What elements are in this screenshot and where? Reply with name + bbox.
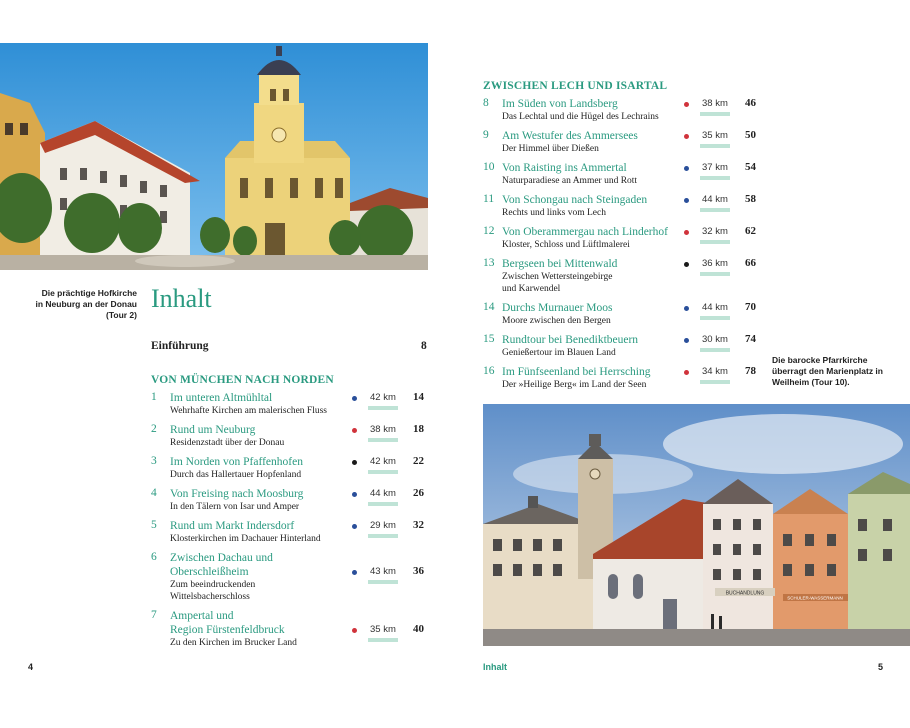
distance-bar [368, 534, 398, 538]
tour-title: Im Norden von Pfaffenhofen [170, 456, 303, 468]
tour-entry [151, 391, 426, 417]
tour-page: 78 [745, 365, 756, 377]
tour-page: 26 [413, 487, 424, 499]
difficulty-dot-icon [684, 230, 689, 235]
tour-entry [483, 161, 758, 187]
tour-distance: 29 km [370, 520, 396, 531]
distance-bar [368, 580, 398, 584]
difficulty-dot-icon [684, 306, 689, 311]
difficulty-dot-icon [684, 338, 689, 343]
tour-subtitle: Kloster, Schloss und Lüftlmalerei [502, 240, 630, 250]
caption-line: Die prächtige Hofkirche [41, 288, 137, 298]
tour-subtitle: Naturparadiese an Ammer und Rott [502, 176, 638, 186]
tour-number: 15 [483, 333, 495, 345]
difficulty-dot-icon [352, 570, 357, 575]
tour-entry [483, 129, 758, 155]
tour-page: 46 [745, 97, 756, 109]
tour-title: Zwischen Dachau und [170, 552, 273, 564]
tour-subtitle: Zum beeindruckenden [170, 580, 256, 590]
tour-subtitle: Rechts und links vom Lech [502, 208, 606, 218]
tour-title: Von Raisting ins Ammertal [502, 162, 627, 174]
tour-entry [483, 301, 758, 327]
intro-label: Einführung [151, 340, 209, 352]
tour-title: Oberschleißheim [170, 566, 249, 578]
tour-page: 18 [413, 423, 424, 435]
difficulty-dot-icon [684, 166, 689, 171]
tour-subtitle: Residenzstadt über der Donau [170, 438, 285, 448]
difficulty-dot-icon [352, 524, 357, 529]
tour-number: 13 [483, 257, 495, 269]
tour-subtitle: Moore zwischen den Bergen [502, 316, 611, 326]
tour-subtitle: Wittelsbacherschloss [170, 592, 250, 602]
distance-bar [368, 502, 398, 506]
tour-entry [483, 193, 758, 219]
distance-bar [700, 208, 730, 212]
tour-number: 6 [151, 551, 157, 563]
tour-entry [151, 423, 426, 449]
distance-bar [700, 144, 730, 148]
tour-subtitle: In den Tälern von Isar und Amper [170, 502, 300, 512]
tour-number: 14 [483, 301, 495, 313]
shop-sign-2: SCHULER-WASSERMANN [787, 595, 843, 601]
tour-title: Rund um Neuburg [170, 424, 256, 436]
tour-title: Von Schongau nach Steingaden [502, 194, 648, 206]
tour-distance: 44 km [702, 194, 728, 205]
tour-subtitle: Das Lechtal und die Hügel des Lechrains [502, 112, 659, 122]
difficulty-dot-icon [352, 428, 357, 433]
left-page-number: 4 [28, 662, 34, 672]
tour-subtitle: Klosterkirchen im Dachauer Hinterland [170, 534, 321, 544]
tour-entry [483, 225, 758, 251]
tour-number: 10 [483, 161, 495, 173]
tour-page: 62 [745, 225, 756, 237]
section-heading: VON MÜNCHEN NACH NORDEN [151, 374, 334, 386]
tour-distance: 43 km [370, 566, 396, 577]
tour-distance: 30 km [702, 334, 728, 345]
difficulty-dot-icon [684, 198, 689, 203]
tour-number: 1 [151, 391, 157, 403]
tour-title: Ampertal und [170, 610, 234, 622]
tour-number: 8 [483, 97, 489, 109]
tour-title: Durchs Murnauer Moos [502, 302, 613, 314]
photo-weilheim-illustration [483, 404, 910, 646]
distance-bar [368, 470, 398, 474]
tour-distance: 32 km [702, 226, 728, 237]
distance-bar [700, 176, 730, 180]
tour-number: 3 [151, 455, 157, 467]
distance-bar [700, 316, 730, 320]
tour-subtitle: Wehrhafte Kirchen am malerischen Fluss [170, 406, 327, 416]
tour-subtitle: Der »Heilige Berg« im Land der Seen [502, 380, 647, 390]
tour-distance: 42 km [370, 392, 396, 403]
tour-subtitle: Genießertour im Blauen Land [502, 348, 616, 358]
tour-entry [151, 519, 426, 545]
tour-distance: 35 km [702, 130, 728, 141]
caption-line: (Tour 2) [105, 310, 137, 320]
tour-page: 54 [745, 161, 756, 173]
tour-distance: 38 km [370, 424, 396, 435]
tour-title: Rundtour bei Benediktbeuern [502, 334, 639, 346]
distance-bar [700, 112, 730, 116]
caption-line: in Neuburg an der Donau [35, 299, 137, 309]
photo-hofkirche-neuburg [0, 43, 428, 270]
photo-weilheim-marienplatz [483, 404, 910, 646]
difficulty-dot-icon [684, 262, 689, 267]
tour-title: Region Fürstenfeldbruck [170, 624, 285, 636]
caption-line: Die barocke Pfarrkirche [772, 355, 868, 365]
tour-number: 2 [151, 423, 157, 435]
tour-title: Im unteren Altmühltal [170, 392, 273, 404]
tour-title: Von Freising nach Moosburg [170, 488, 304, 500]
tour-distance: 34 km [702, 366, 728, 377]
distance-bar [700, 272, 730, 276]
tour-page: 36 [413, 565, 424, 577]
difficulty-dot-icon [352, 396, 357, 401]
tour-page: 70 [745, 301, 756, 313]
distance-bar [368, 638, 398, 642]
tour-subtitle: und Karwendel [502, 284, 561, 294]
tour-distance: 42 km [370, 456, 396, 467]
tour-subtitle: Durch das Hallertauer Hopfenland [170, 470, 302, 480]
tour-entry [151, 455, 426, 481]
caption-line: überragt den Marienplatz in [772, 366, 883, 376]
tour-number: 16 [483, 365, 495, 377]
tour-number: 7 [151, 609, 157, 621]
tour-entry [151, 487, 426, 513]
footer-section-label: Inhalt [483, 662, 507, 672]
tour-subtitle: Zwischen Wettersteingebirge [502, 272, 613, 282]
tour-page: 50 [745, 129, 756, 141]
tour-entry [151, 551, 426, 603]
tour-page: 66 [745, 257, 756, 269]
tour-entry [483, 97, 758, 123]
tour-title: Bergseen bei Mittenwald [502, 258, 618, 270]
tour-page: 58 [745, 193, 756, 205]
tour-distance: 35 km [370, 624, 396, 635]
tour-page: 40 [413, 623, 424, 635]
difficulty-dot-icon [352, 628, 357, 633]
tour-entry [483, 333, 758, 359]
difficulty-dot-icon [684, 370, 689, 375]
tour-distance: 44 km [702, 302, 728, 313]
tour-distance: 37 km [702, 162, 728, 173]
distance-bar [368, 438, 398, 442]
tour-title: Im Süden von Landsberg [502, 98, 618, 110]
distance-bar [700, 240, 730, 244]
tour-distance: 38 km [702, 98, 728, 109]
tour-title: Rund um Markt Indersdorf [170, 520, 295, 532]
difficulty-dot-icon [684, 102, 689, 107]
distance-bar [368, 406, 398, 410]
tour-title: Von Oberammergau nach Linderhof [502, 226, 668, 238]
tour-number: 9 [483, 129, 489, 141]
caption-hofkirche [20, 288, 137, 321]
tour-title: Am Westufer des Ammersees [502, 130, 638, 142]
tour-entry [151, 609, 426, 649]
right-page-number: 5 [878, 662, 884, 672]
difficulty-dot-icon [684, 134, 689, 139]
tour-number: 5 [151, 519, 157, 531]
tour-number: 4 [151, 487, 157, 499]
difficulty-dot-icon [352, 460, 357, 465]
tour-entry [483, 257, 758, 295]
tour-title: Im Fünfseenland bei Herrsching [502, 366, 651, 378]
tour-distance: 36 km [702, 258, 728, 269]
section-heading: ZWISCHEN LECH UND ISARTAL [483, 80, 668, 92]
shop-sign-1: BUCHANDLUNG [725, 590, 765, 597]
tour-subtitle: Zu den Kirchen im Brucker Land [170, 638, 297, 648]
tour-entry [483, 365, 758, 391]
tour-page: 32 [413, 519, 424, 531]
difficulty-dot-icon [352, 492, 357, 497]
tour-distance: 44 km [370, 488, 396, 499]
caption-pfarrkirche [772, 355, 907, 388]
tour-subtitle: Der Himmel über Dießen [502, 144, 599, 154]
page-title: Inhalt [151, 284, 212, 313]
photo-hofkirche-illustration [0, 43, 428, 270]
tour-page: 14 [413, 391, 424, 403]
tour-number: 11 [483, 193, 495, 205]
tour-number: 12 [483, 225, 495, 237]
intro-page: 8 [421, 340, 427, 352]
tour-page: 22 [413, 455, 424, 467]
tour-page: 74 [745, 333, 756, 345]
distance-bar [700, 380, 730, 384]
caption-line: Weilheim (Tour 10). [772, 377, 850, 387]
distance-bar [700, 348, 730, 352]
